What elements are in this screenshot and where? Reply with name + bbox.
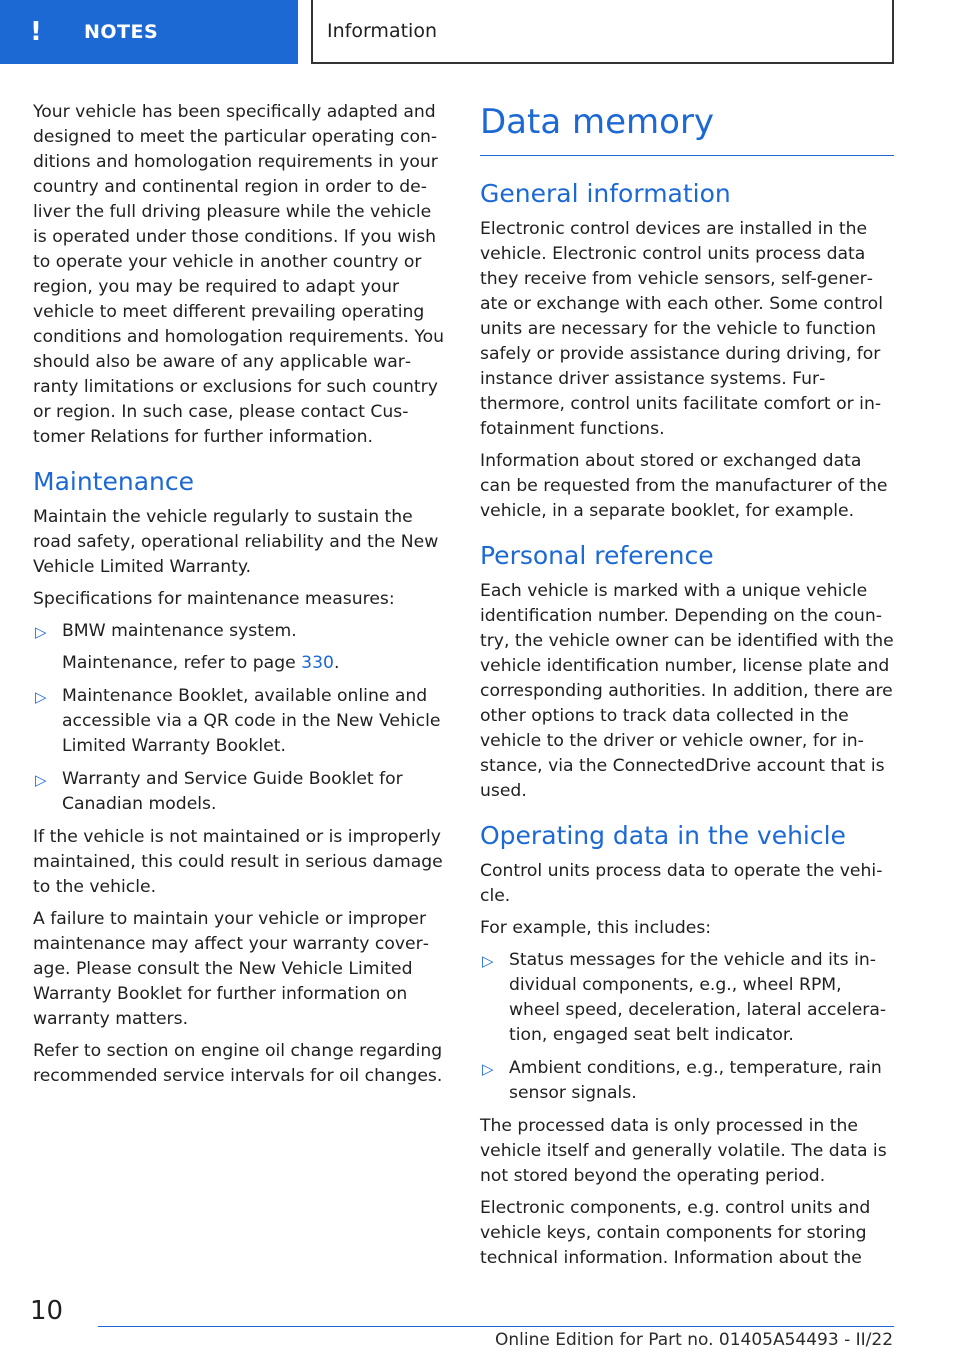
paragraph: A failure to maintain your vehicle or improper maintenance may affect your warranty coverage. Please consult the New Vehicle Limited Warranty Booklet for further information on warranty matters. (33, 909, 429, 1029)
information-tab-label: Information (327, 20, 437, 42)
maintenance-list (33, 619, 447, 817)
maintenance-paragraph: Maintain the vehicle regularly to sustain the road safety, operational reliability and the New Vehicle Limited Warranty. (33, 507, 439, 577)
subtext-prefix: Maintenance, refer to page (62, 653, 302, 673)
paragraph: Electronic control devices are installed in the vehicle. Electronic control units process data they receive from vehicle sensors, self-generate or exchange with each other. Some control units are necessary for the vehicle to function safely or provide assistance during driving, for instance driver assistance systems. Furthermore, control units facilitate comfort or infotainment functions. (480, 219, 883, 439)
list-item-text: Maintenance Booklet, available online and accessible via a QR code in the New Vehicle Limited Warranty Booklet. (62, 686, 441, 756)
maintenance-specs-intro: Specifications for maintenance measures: (33, 589, 395, 609)
right-column (480, 100, 894, 1278)
paragraph: Refer to section on engine oil change regarding recommended service intervals for oil changes. (33, 1041, 443, 1086)
maintenance-heading: Maintenance (33, 467, 194, 496)
page-reference-link[interactable]: 330 (301, 653, 334, 673)
list-item (33, 619, 447, 676)
paragraph: Control units process data to operate the vehicle. (480, 861, 883, 906)
list-item-text: Warranty and Service Guide Booklet for Canadian models. (62, 769, 403, 814)
list-item (33, 767, 447, 817)
paragraph: Each vehicle is marked with a unique vehicle identification number. Depending on the country, the vehicle owner can be identified with the vehicle identification number, license plate and corresponding authorities. In addition, there are other options to track data collected in the vehicle to the driver or vehicle owner, for instance, via the ConnectedDrive account that is used. (480, 581, 894, 801)
notes-tab[interactable] (0, 0, 298, 64)
list-item (480, 948, 894, 1048)
left-column (33, 100, 447, 1096)
triangle-right-icon: ▷ (35, 623, 47, 641)
intro-paragraph: Your vehicle has been specifically adapted and designed to meet the particular operating conditions and homologation requirements in your country and continental region in order to deliver the full driving pleasure while the vehicle is operated under those conditions. If you wish to operate your vehicle in another country or region, you may be required to adapt your vehicle to meet different prevailing operating conditions and homologation requirements. You should also be aware of any applicable warranty limitations or exclusions for such country or region. In such case, please contact Customer Relations for further information. (33, 102, 445, 447)
triangle-right-icon: ▷ (482, 1060, 494, 1078)
subtext-suffix: . (333, 653, 340, 673)
paragraph: The processed data is only processed in the vehicle itself and generally volatile. The data is not stored beyond the operating period. (480, 1116, 887, 1186)
triangle-right-icon: ▷ (482, 952, 494, 970)
general-information-heading: General information (480, 179, 731, 208)
paragraph: Information about stored or exchanged data can be requested from the manufacturer of the vehicle, in a separate booklet, for example. (480, 451, 888, 521)
exclamation-icon: ! (30, 17, 42, 47)
notes-tab-label: NOTES (84, 21, 159, 43)
section-title: Data memory (480, 100, 894, 156)
information-tab[interactable] (311, 0, 894, 64)
operating-data-heading: Operating data in the vehicle (480, 821, 846, 850)
footer-divider (98, 1326, 894, 1327)
paragraph: For example, this includes: (480, 918, 712, 938)
list-item-text: Status messages for the vehicle and its individual components, e.g., wheel RPM, wheel speed, deceleration, lateral acceleration, engaged seat belt indicator. (509, 950, 887, 1045)
list-item (33, 684, 447, 759)
triangle-right-icon: ▷ (35, 771, 47, 789)
list-item-subtext (62, 651, 447, 676)
operating-data-list (480, 948, 894, 1106)
triangle-right-icon: ▷ (35, 688, 47, 706)
list-item-text: BMW maintenance system. (62, 621, 297, 641)
personal-reference-heading: Personal reference (480, 541, 714, 570)
paragraph: If the vehicle is not maintained or is improperly maintained, this could result in serious damage to the vehicle. (33, 827, 443, 897)
page-number: 10 (30, 1296, 64, 1326)
edition-footer: Online Edition for Part no. 01405A54493 - II/22 (495, 1330, 894, 1350)
list-item (480, 1056, 894, 1106)
paragraph: Electronic components, e.g. control units and vehicle keys, contain components for storing technical information. Information about the (480, 1198, 871, 1268)
page-header (0, 0, 960, 66)
list-item-text: Ambient conditions, e.g., temperature, rain sensor signals. (509, 1058, 882, 1103)
